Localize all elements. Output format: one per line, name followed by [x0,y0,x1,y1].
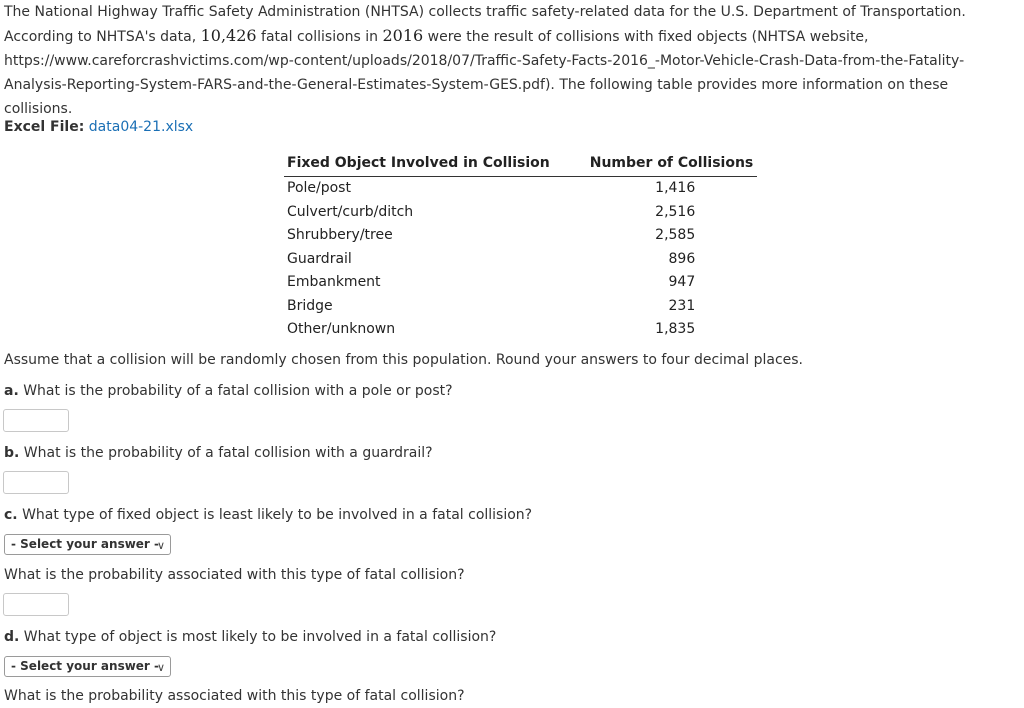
object-cell: Culvert/curb/ditch [287,203,414,220]
collisions-table [284,152,757,342]
question-a-label: a. [4,383,19,399]
object-cell: Bridge [287,297,333,314]
object-cell: Embankment [287,274,381,291]
answer-c-select[interactable] [4,534,171,555]
question-a-text: What is the probability of a fatal collision with a pole or post? [23,383,453,399]
answer-c-probability-input[interactable] [3,593,69,616]
table-row [284,318,757,342]
question-d-label: d. [4,629,20,645]
question-b [4,443,433,463]
question-c-text: What type of fixed object is least likely to be involved in a fatal collision? [22,507,533,523]
year: 2016 [382,26,424,45]
count-cell: 1,835 [655,321,696,338]
question-a [4,381,453,401]
chevron-down-icon: ∨ [156,661,165,674]
intro-text-3: were the result of collisions with fixed objects (NHTSA website, https://www.careforcrashvictims.com/wp-content/uploads/2018/07/Traffic-Safety-Facts-2016_-Motor-Vehicle-Crash-Data-from-the-Fatality-Analysis-Reporting-System-FARS-and-the-General-Estimates-System-GES.pdf). The following table provides more information on these collisions. [4,29,965,117]
intro-text-1: The National Highway Traffic Safety Administration (NHTSA) collects traffic safety-related data for the U.S. Department of Transportation. According to NHTSA's data, [4,4,966,45]
instructions: Assume that a collision will be randomly chosen from this population. Round your answers to four decimal places. [4,352,804,368]
column-header-object: Fixed Object Involved in Collision [284,152,554,177]
count-cell: 231 [668,297,696,314]
excel-file-line [4,117,193,137]
answer-d-select-value: - Select your answer - [11,659,160,673]
answer-a-input[interactable] [3,409,69,432]
question-d-text: What type of object is most likely to be involved in a fatal collision? [23,629,497,645]
object-cell: Pole/post [287,180,351,197]
question-b-text: What is the probability of a fatal collision with a guardrail? [23,445,433,461]
answer-c-select-value: - Select your answer - [11,537,160,551]
intro-text-2: fatal collisions in [261,29,379,45]
object-cell: Other/unknown [287,321,396,338]
count-cell: 896 [668,250,696,267]
question-c-followup: What is the probability associated with this type of fatal collision? [4,567,465,583]
count-cell: 1,416 [655,180,696,197]
answer-b-input[interactable] [3,471,69,494]
count-cell: 2,516 [655,203,696,220]
question-d [4,627,496,647]
table-row [284,271,757,295]
table-row [284,295,757,319]
table-row [284,177,757,201]
fatal-count: 10,426 [200,26,257,45]
table-row [284,224,757,248]
count-cell: 947 [668,274,696,291]
table-row [284,201,757,225]
object-cell: Guardrail [287,250,352,267]
count-cell: 2,585 [655,227,696,244]
question-b-label: b. [4,445,20,461]
question-c-label: c. [4,507,18,523]
object-cell: Shrubbery/tree [287,227,393,244]
excel-file-link[interactable]: data04-21.xlsx [88,119,194,135]
intro-paragraph [4,0,1020,121]
table-row [284,248,757,272]
problem-intro [4,0,1020,121]
question-c [4,505,532,525]
excel-file-label: Excel File: [4,119,85,135]
question-d-followup: What is the probability associated with this type of fatal collision? [4,688,465,704]
table-header-row [284,152,757,177]
column-header-count: Number of Collisions [554,152,758,177]
answer-d-select[interactable] [4,656,171,677]
chevron-down-icon: ∨ [156,539,165,552]
